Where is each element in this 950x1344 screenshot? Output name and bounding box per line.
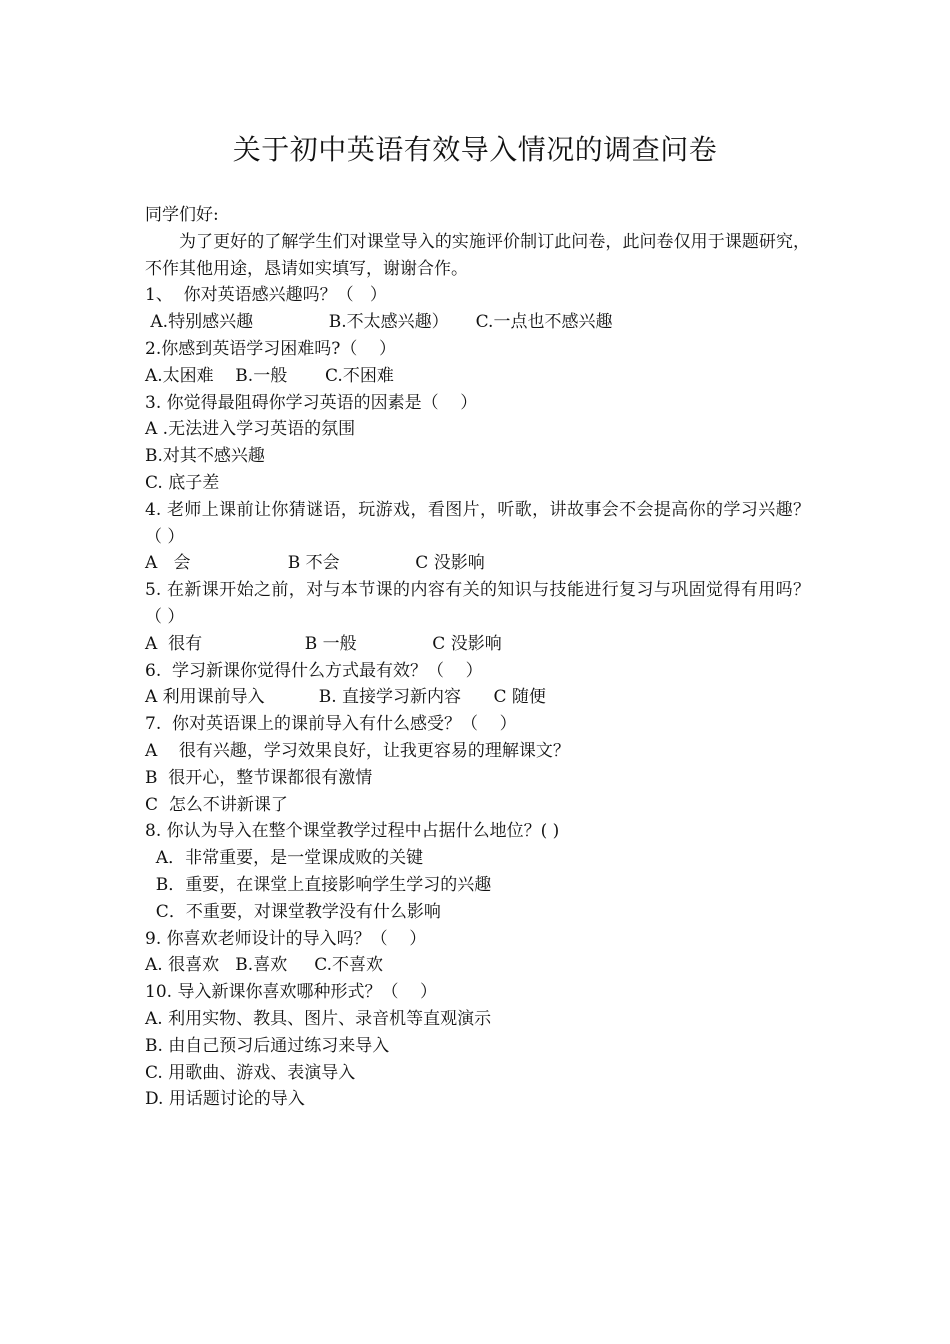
question-10-option-d: D. 用话题讨论的导入: [145, 1089, 305, 1110]
question-7-option-c: C 怎么不讲新课了: [145, 794, 288, 815]
intro-paragraph: 为了更好的了解学生们对课堂导入的实施评价制订此问卷，此问卷仅用于课题研究，不作其他用途，恳请如实填写，谢谢合作。: [145, 231, 810, 279]
question-3-option-c: C. 底子差: [145, 472, 220, 493]
question-6: 6. 学习新课你觉得什么方式最有效？（ ）: [145, 660, 483, 681]
questionnaire-body: [145, 202, 810, 1113]
greeting: 同学们好:: [145, 205, 219, 225]
question-3-option-b: B.对其不感兴趣: [145, 446, 265, 467]
question-5-options: A 很有 B 一般 C 没影响: [145, 633, 502, 654]
question-10-option-c: C. 用歌曲、游戏、表演导入: [145, 1062, 356, 1083]
question-4-options: A 会 B 不会 C 没影响: [145, 553, 485, 574]
question-3: 3. 你觉得最阻碍你学习英语的因素是（ ）: [145, 392, 478, 413]
question-1-options: A.特别感兴趣 B.不太感兴趣） C.一点也不感兴趣: [145, 312, 613, 333]
question-7: 7. 你对英语课上的课前导入有什么感受？（ ）: [145, 714, 517, 735]
question-8-option-c: C．不重要，对课堂教学没有什么影响: [145, 901, 441, 922]
question-10-option-b: B. 由自己预习后通过练习来导入: [145, 1035, 390, 1056]
question-2: 2.你感到英语学习困难吗?（ ）: [145, 338, 396, 359]
question-9-options: A. 很喜欢 B.喜欢 C.不喜欢: [145, 955, 384, 976]
question-2-options: A.太困难 B.一般 C.不困难: [145, 365, 394, 386]
page-title: 关于初中英语有效导入情况的调查问卷: [232, 133, 718, 166]
question-8-option-b: B．重要，在课堂上直接影响学生学习的兴趣: [145, 874, 492, 895]
question-8-option-a: A．非常重要，是一堂课成败的关键: [145, 848, 424, 869]
question-10-option-a: A. 利用实物、教具、图片、录音机等直观演示: [145, 1008, 492, 1029]
question-3-option-a: A .无法进入学习英语的氛围: [145, 419, 356, 440]
question-7-option-a: A 很有兴趣，学习效果良好，让我更容易的理解课文？: [145, 740, 570, 761]
question-10: 10. 导入新课你喜欢哪种形式？（ ）: [145, 982, 438, 1003]
question-9: 9. 你喜欢老师设计的导入吗？（ ）: [145, 928, 427, 949]
question-4: 4. 老师上课前让你猜谜语，玩游戏，看图片，听歌，讲故事会不会提高你的学习兴趣？（ ）: [145, 499, 810, 547]
question-5: 5. 在新课开始之前，对与本节课的内容有关的知识与技能进行复习与巩固觉得有用吗？（ ）: [145, 580, 810, 627]
question-8: 8. 你认为导入在整个课堂教学过程中占据什么地位？( ): [145, 821, 560, 842]
question-1: 1、 你对英语感兴趣吗？（ ）: [145, 285, 387, 306]
question-6-options: A 利用课前导入 B. 直接学习新内容 C 随便: [145, 687, 546, 708]
question-7-option-b: B 很开心，整节课都很有激情: [145, 767, 373, 788]
